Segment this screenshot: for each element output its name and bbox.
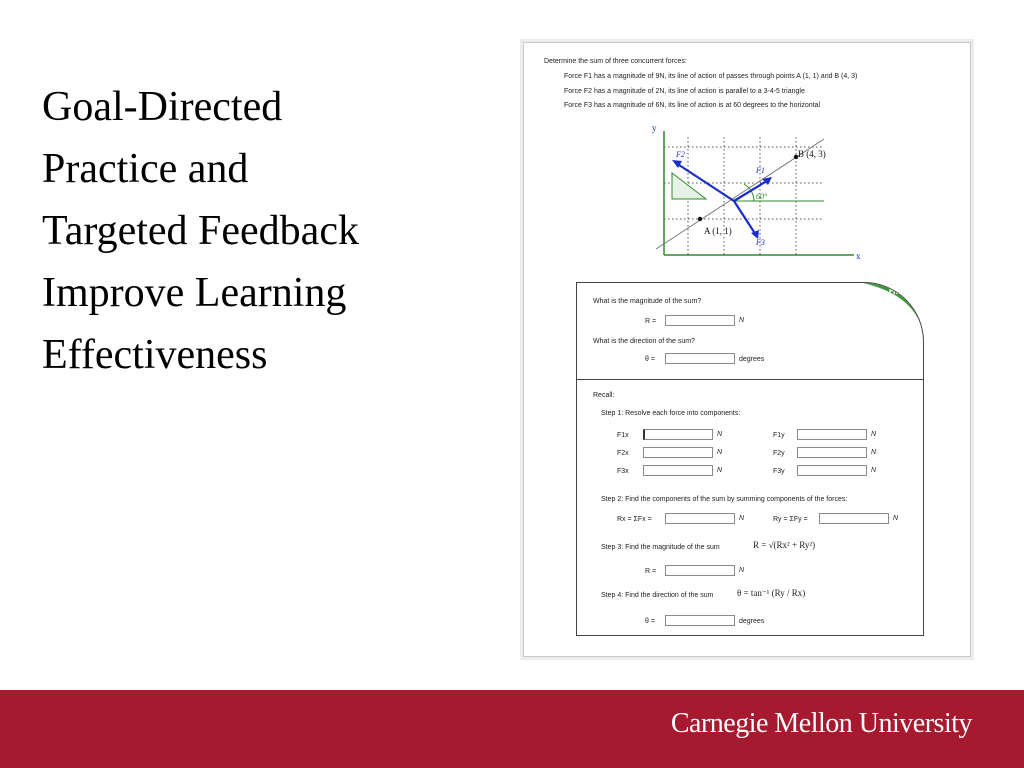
- rx-input[interactable]: [665, 513, 735, 524]
- problem-f3: Force F3 has a magnitude of 6N, its line of action is at 60 degrees to the horizontal: [564, 102, 821, 109]
- unit-n: N: [739, 567, 745, 574]
- triangle-icon: [672, 173, 706, 199]
- ry-label: Ry = ΣFy =: [773, 516, 808, 523]
- f3-label: F3: [756, 238, 765, 247]
- unit-n: N: [893, 515, 899, 522]
- unit-n: N: [717, 449, 723, 456]
- unit-n: N: [717, 467, 723, 474]
- title-line: Practice and: [42, 146, 249, 192]
- step1-text: Step 1: Resolve each force into components:: [601, 410, 741, 417]
- unit-n: N: [717, 431, 723, 438]
- question-direction: What is the direction of the sum?: [593, 338, 695, 345]
- problem-f1: Force F1 has a magnitude of 9N, its line of action of passes through points A (1, 1) and B (4, 3): [564, 73, 858, 80]
- unit-n: N: [739, 317, 745, 324]
- tutor-screenshot: [523, 42, 971, 657]
- step4-text: Step 4: Find the direction of the sum: [601, 592, 714, 599]
- step3-formula: R = √(Rx² + Ry²): [753, 540, 816, 550]
- unit-n: N: [871, 449, 877, 456]
- force-diagram: [632, 117, 862, 267]
- unit-n: N: [871, 431, 877, 438]
- r-label: R =: [645, 318, 657, 325]
- point-a-label: A (1, 1): [704, 226, 732, 236]
- hint-label[interactable]: Hint: [889, 286, 907, 296]
- problem-f2: Force F2 has a magnitude of 2N, its line of action is parallel to a 3-4-5 triangle: [564, 88, 805, 95]
- divider: [577, 379, 924, 380]
- f3x-label: F3x: [617, 468, 629, 475]
- f1y-input[interactable]: [797, 429, 867, 440]
- f2x-input[interactable]: [643, 447, 713, 458]
- f1-label: F1: [756, 166, 765, 175]
- problem-heading: Determine the sum of three concurrent forces:: [544, 58, 687, 65]
- f1x-input[interactable]: [643, 429, 713, 440]
- recall-label: Recall:: [593, 392, 615, 399]
- title-line: Goal-Directed: [42, 84, 283, 130]
- f2y-label: F2y: [773, 450, 785, 457]
- magnitude-input[interactable]: [665, 315, 735, 326]
- direction-input[interactable]: [665, 353, 735, 364]
- answer-panel: [576, 282, 924, 636]
- point-b-label: B (4, 3): [798, 149, 826, 159]
- title-line: Improve Learning: [42, 270, 347, 316]
- f3y-label: F3y: [773, 468, 785, 475]
- unit-degrees: degrees: [739, 356, 765, 363]
- university-logo: Carnegie Mellon University: [670, 708, 972, 739]
- step4-formula: θ = tan⁻¹ (Ry / Rx): [737, 588, 806, 598]
- rx-label: Rx = ΣFx =: [617, 516, 652, 523]
- unit-degrees: degrees: [739, 618, 765, 625]
- step3-text: Step 3: Find the magnitude of the sum: [601, 544, 720, 551]
- theta-label: θ =: [645, 356, 655, 363]
- y-axis-label: y: [652, 123, 657, 133]
- f1y-label: F1y: [773, 432, 785, 439]
- step3-r-input[interactable]: [665, 565, 735, 576]
- unit-n: N: [871, 467, 877, 474]
- angle-label: 60°: [756, 192, 768, 201]
- ry-input[interactable]: [819, 513, 889, 524]
- f3y-input[interactable]: [797, 465, 867, 476]
- footer-bar: [0, 690, 1024, 768]
- f2y-input[interactable]: [797, 447, 867, 458]
- f1x-label: F1x: [617, 432, 629, 439]
- x-axis-label: x: [856, 251, 861, 261]
- question-magnitude: What is the magnitude of the sum?: [593, 298, 702, 305]
- hint-tab[interactable]: [863, 283, 923, 333]
- f2x-label: F2x: [617, 450, 629, 457]
- title-line: Targeted Feedback: [42, 208, 359, 254]
- title-line: Effectiveness: [42, 332, 268, 378]
- f2-label: F2: [676, 150, 685, 159]
- step2-text: Step 2: Find the components of the sum by summing components of the forces:: [601, 496, 848, 503]
- r-label: R =: [645, 568, 657, 575]
- step4-theta-input[interactable]: [665, 615, 735, 626]
- unit-n: N: [739, 515, 745, 522]
- f3x-input[interactable]: [643, 465, 713, 476]
- slide-title: [42, 76, 462, 386]
- theta-label: θ =: [645, 618, 655, 625]
